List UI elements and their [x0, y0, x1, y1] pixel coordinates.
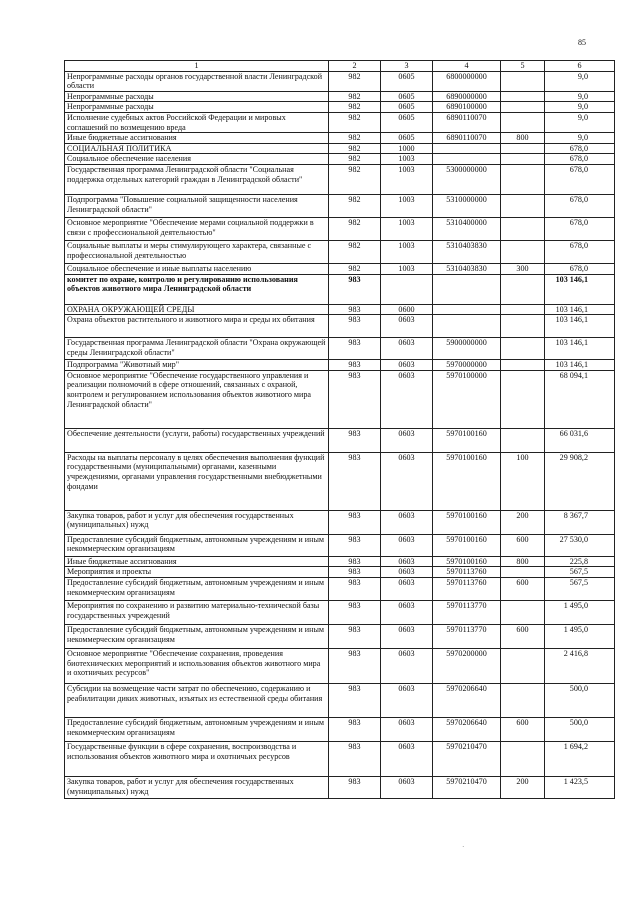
row-target-article-cell: 5970113760 [433, 577, 501, 600]
row-section-code-cell: 1003 [381, 164, 433, 194]
row-amount-cell: 678,0 [545, 263, 615, 274]
table-row [65, 274, 615, 304]
table-row [65, 263, 615, 274]
row-section-code-cell: 0603 [381, 624, 433, 648]
row-amount-cell: 103 146,1 [545, 315, 615, 338]
table-row [65, 510, 615, 534]
row-target-article-cell: 5900000000 [433, 338, 501, 360]
row-target-article-cell: 5970100160 [433, 452, 501, 510]
row-admin-code-cell: 983 [329, 717, 381, 741]
row-expense-type-cell: 800 [501, 556, 545, 567]
budget-table [64, 60, 615, 799]
row-name-cell: Иные бюджетные ассигнования [65, 133, 329, 144]
row-expense-type-cell [501, 648, 545, 683]
row-admin-code-cell: 983 [329, 360, 381, 371]
row-name-cell: Закупка товаров, работ и услуг для обеспечения государственных (муниципальных) нужд [65, 776, 329, 798]
row-section-code-cell: 0603 [381, 577, 433, 600]
row-admin-code-cell: 982 [329, 154, 381, 165]
row-expense-type-cell [501, 143, 545, 154]
row-admin-code-cell: 983 [329, 304, 381, 315]
row-amount-cell: 29 908,2 [545, 452, 615, 510]
header-cell: 6 [545, 61, 615, 72]
row-target-article-cell: 6800000000 [433, 71, 501, 91]
row-amount-cell: 678,0 [545, 240, 615, 263]
row-admin-code-cell: 983 [329, 370, 381, 428]
row-admin-code-cell: 982 [329, 91, 381, 102]
row-admin-code-cell: 983 [329, 567, 381, 578]
table-row [65, 143, 615, 154]
row-amount-cell: 1 423,5 [545, 776, 615, 798]
table-row [65, 577, 615, 600]
row-name-cell: Обеспечение деятельности (услуги, работы) государственных учреждений [65, 428, 329, 452]
row-section-code-cell: 1003 [381, 263, 433, 274]
row-name-cell: Государственные функции в сфере сохранения, воспроизводства и использования объектов животного мира и охотничьих ресурсов [65, 741, 329, 776]
row-amount-cell: 678,0 [545, 154, 615, 165]
row-amount-cell: 678,0 [545, 143, 615, 154]
row-section-code-cell: 0603 [381, 776, 433, 798]
row-name-cell: Закупка товаров, работ и услуг для обеспечения государственных (муниципальных) нужд [65, 510, 329, 534]
row-amount-cell: 103 146,1 [545, 338, 615, 360]
row-amount-cell: 678,0 [545, 194, 615, 217]
row-expense-type-cell [501, 194, 545, 217]
row-name-cell: Предоставление субсидий бюджетным, автономным учреждениям и иным некоммерческим организациям [65, 534, 329, 556]
row-target-article-cell: 5970100160 [433, 556, 501, 567]
table-row [65, 71, 615, 91]
row-name-cell: Основное мероприятие "Обеспечение мерами социальной поддержки в связи с профессиональной деятельностью" [65, 217, 329, 240]
row-section-code-cell: 0605 [381, 102, 433, 113]
row-expense-type-cell [501, 428, 545, 452]
row-target-article-cell: 5970113770 [433, 600, 501, 624]
table-row [65, 683, 615, 717]
row-section-code-cell: 0603 [381, 683, 433, 717]
row-amount-cell: 68 094,1 [545, 370, 615, 428]
row-name-cell: Государственная программа Ленинградской области "Социальная поддержка отдельных категорий граждан в Ленинградской области" [65, 164, 329, 194]
row-amount-cell: 9,0 [545, 71, 615, 91]
row-admin-code-cell: 982 [329, 263, 381, 274]
row-admin-code-cell: 982 [329, 71, 381, 91]
row-name-cell: Основное мероприятие "Обеспечение государственного управления и реализации полномочий в сфере отношений, связанных с охраной, контролем и регулированием использования объектов животного мира Ленинградской области" [65, 370, 329, 428]
header-cell: 3 [381, 61, 433, 72]
row-amount-cell: 9,0 [545, 133, 615, 144]
row-expense-type-cell: 100 [501, 452, 545, 510]
row-amount-cell: 678,0 [545, 164, 615, 194]
row-section-code-cell: 1003 [381, 217, 433, 240]
row-amount-cell: 103 146,1 [545, 304, 615, 315]
row-expense-type-cell [501, 304, 545, 315]
table-row [65, 102, 615, 113]
row-admin-code-cell: 983 [329, 338, 381, 360]
header-cell: 2 [329, 61, 381, 72]
row-amount-cell: 66 031,6 [545, 428, 615, 452]
row-section-code-cell: 0603 [381, 741, 433, 776]
row-expense-type-cell [501, 71, 545, 91]
row-admin-code-cell: 983 [329, 534, 381, 556]
row-target-article-cell: 5970100160 [433, 428, 501, 452]
row-name-cell: ОХРАНА ОКРУЖАЮЩЕЙ СРЕДЫ [65, 304, 329, 315]
row-name-cell: Социальное обеспечение и иные выплаты населению [65, 263, 329, 274]
row-name-cell: Охрана объектов растительного и животного мира и среды их обитания [65, 315, 329, 338]
row-amount-cell: 225,8 [545, 556, 615, 567]
row-target-article-cell [433, 274, 501, 304]
table-body [65, 61, 615, 799]
row-expense-type-cell: 600 [501, 624, 545, 648]
table-row [65, 600, 615, 624]
row-amount-cell: 2 416,8 [545, 648, 615, 683]
row-target-article-cell: 5310400000 [433, 217, 501, 240]
row-section-code-cell: 0603 [381, 360, 433, 371]
table-row [65, 534, 615, 556]
row-target-article-cell: 5970206640 [433, 683, 501, 717]
table-row [65, 91, 615, 102]
row-expense-type-cell [501, 600, 545, 624]
row-section-code-cell: 0603 [381, 510, 433, 534]
row-name-cell: Основное мероприятие "Обеспечение сохранения, проведения биотехнических мероприятий и использования объектов животного мира и охотничьих ресурсов" [65, 648, 329, 683]
table-row [65, 154, 615, 165]
row-target-article-cell: 5300000000 [433, 164, 501, 194]
header-cell: 1 [65, 61, 329, 72]
row-target-article-cell [433, 315, 501, 338]
row-expense-type-cell [501, 217, 545, 240]
row-name-cell: Социальное обеспечение населения [65, 154, 329, 165]
row-name-cell: Мероприятия и проекты [65, 567, 329, 578]
row-amount-cell: 9,0 [545, 91, 615, 102]
row-name-cell: Предоставление субсидий бюджетным, автономным учреждениям и иным некоммерческим организациям [65, 624, 329, 648]
row-name-cell: Подпрограмма "Повышение социальной защищенности населения Ленинградской области" [65, 194, 329, 217]
row-admin-code-cell: 982 [329, 112, 381, 132]
row-amount-cell: 567,5 [545, 567, 615, 578]
table-row [65, 164, 615, 194]
row-amount-cell: 103 146,1 [545, 360, 615, 371]
table-row [65, 360, 615, 371]
row-expense-type-cell [501, 112, 545, 132]
row-expense-type-cell [501, 102, 545, 113]
row-name-cell: Субсидии на возмещение части затрат по обеспечению, содержанию и реабилитации диких животных, изъятых из естественной среды обитания [65, 683, 329, 717]
row-target-article-cell: 6890000000 [433, 91, 501, 102]
table-row [65, 717, 615, 741]
row-expense-type-cell: 200 [501, 510, 545, 534]
row-target-article-cell: 5970210470 [433, 741, 501, 776]
header-cell: 4 [433, 61, 501, 72]
row-admin-code-cell: 982 [329, 194, 381, 217]
header-cell: 5 [501, 61, 545, 72]
scan-mark: ˙ [462, 845, 465, 853]
row-target-article-cell: 5970100000 [433, 370, 501, 428]
row-amount-cell: 678,0 [545, 217, 615, 240]
row-expense-type-cell: 800 [501, 133, 545, 144]
row-name-cell: Предоставление субсидий бюджетным, автономным учреждениям и иным некоммерческим организациям [65, 717, 329, 741]
row-section-code-cell: 0605 [381, 71, 433, 91]
row-section-code-cell: 0603 [381, 370, 433, 428]
page-number: 85 [578, 38, 586, 47]
row-name-cell: Мероприятия по сохранению и развитию материально-технической базы государственных учреждений [65, 600, 329, 624]
table-row [65, 133, 615, 144]
row-admin-code-cell: 982 [329, 217, 381, 240]
row-section-code-cell [381, 274, 433, 304]
row-admin-code-cell: 982 [329, 143, 381, 154]
row-name-cell: Расходы на выплаты персоналу в целях обеспечения выполнения функций государственными (муниципальными) органами, казенными учреждениями, органами управления государственными внебюджетными фондами [65, 452, 329, 510]
table-row [65, 217, 615, 240]
row-admin-code-cell: 983 [329, 624, 381, 648]
table-row [65, 776, 615, 798]
row-name-cell: Непрограммные расходы [65, 91, 329, 102]
row-expense-type-cell: 600 [501, 717, 545, 741]
row-amount-cell: 1 694,2 [545, 741, 615, 776]
row-section-code-cell: 0603 [381, 556, 433, 567]
row-section-code-cell: 0603 [381, 600, 433, 624]
row-admin-code-cell: 983 [329, 600, 381, 624]
row-target-article-cell: 5970000000 [433, 360, 501, 371]
row-amount-cell: 27 530,0 [545, 534, 615, 556]
row-amount-cell: 1 495,0 [545, 600, 615, 624]
row-target-article-cell: 5310403830 [433, 240, 501, 263]
row-target-article-cell: 6890110070 [433, 112, 501, 132]
row-section-code-cell: 1000 [381, 143, 433, 154]
row-target-article-cell: 5310403830 [433, 263, 501, 274]
row-section-code-cell: 0603 [381, 717, 433, 741]
row-target-article-cell: 5970206640 [433, 717, 501, 741]
row-target-article-cell: 5970200000 [433, 648, 501, 683]
row-target-article-cell: 5970100160 [433, 534, 501, 556]
table-row [65, 648, 615, 683]
row-admin-code-cell: 983 [329, 510, 381, 534]
row-expense-type-cell [501, 274, 545, 304]
table-row [65, 315, 615, 338]
row-section-code-cell: 0600 [381, 304, 433, 315]
row-amount-cell: 1 495,0 [545, 624, 615, 648]
table-row [65, 452, 615, 510]
table-row [65, 112, 615, 132]
row-expense-type-cell: 600 [501, 534, 545, 556]
row-amount-cell: 567,5 [545, 577, 615, 600]
row-admin-code-cell: 982 [329, 133, 381, 144]
row-expense-type-cell [501, 360, 545, 371]
row-expense-type-cell: 200 [501, 776, 545, 798]
row-name-cell: Социальные выплаты и меры стимулирующего характера, связанные с профессиональной деятельностью [65, 240, 329, 263]
row-target-article-cell: 6890100000 [433, 102, 501, 113]
table-header-row [65, 61, 615, 72]
row-expense-type-cell: 300 [501, 263, 545, 274]
row-amount-cell: 9,0 [545, 112, 615, 132]
row-section-code-cell: 0603 [381, 648, 433, 683]
row-amount-cell: 9,0 [545, 102, 615, 113]
table-row [65, 240, 615, 263]
table-row [65, 428, 615, 452]
row-admin-code-cell: 983 [329, 648, 381, 683]
row-name-cell: Непрограммные расходы органов государственной власти Ленинградской области [65, 71, 329, 91]
row-amount-cell: 500,0 [545, 683, 615, 717]
row-amount-cell: 8 367,7 [545, 510, 615, 534]
row-target-article-cell [433, 143, 501, 154]
row-section-code-cell: 0603 [381, 338, 433, 360]
row-admin-code-cell: 982 [329, 240, 381, 263]
row-section-code-cell: 0603 [381, 315, 433, 338]
row-section-code-cell: 0603 [381, 534, 433, 556]
table-row [65, 304, 615, 315]
table-row [65, 370, 615, 428]
row-name-cell: Непрограммные расходы [65, 102, 329, 113]
row-expense-type-cell [501, 338, 545, 360]
row-admin-code-cell: 983 [329, 315, 381, 338]
row-target-article-cell: 5970113760 [433, 567, 501, 578]
row-section-code-cell: 0605 [381, 133, 433, 144]
row-admin-code-cell: 983 [329, 741, 381, 776]
table-row [65, 338, 615, 360]
row-target-article-cell [433, 154, 501, 165]
row-amount-cell: 103 146,1 [545, 274, 615, 304]
row-section-code-cell: 0605 [381, 91, 433, 102]
row-name-cell: Иные бюджетные ассигнования [65, 556, 329, 567]
row-name-cell: комитет по охране, контролю и регулированию использования объектов животного мира Ленинградской области [65, 274, 329, 304]
row-section-code-cell: 1003 [381, 154, 433, 165]
table-row [65, 556, 615, 567]
row-expense-type-cell [501, 741, 545, 776]
table-row [65, 567, 615, 578]
row-admin-code-cell: 983 [329, 683, 381, 717]
row-expense-type-cell [501, 567, 545, 578]
row-section-code-cell: 0605 [381, 112, 433, 132]
row-admin-code-cell: 983 [329, 577, 381, 600]
row-admin-code-cell: 983 [329, 452, 381, 510]
row-admin-code-cell: 983 [329, 428, 381, 452]
row-expense-type-cell [501, 315, 545, 338]
row-target-article-cell: 6890110070 [433, 133, 501, 144]
row-target-article-cell [433, 304, 501, 315]
row-admin-code-cell: 982 [329, 164, 381, 194]
row-expense-type-cell [501, 154, 545, 165]
row-expense-type-cell [501, 164, 545, 194]
row-expense-type-cell: 600 [501, 577, 545, 600]
row-target-article-cell: 5310000000 [433, 194, 501, 217]
table-row [65, 741, 615, 776]
row-target-article-cell: 5970210470 [433, 776, 501, 798]
row-name-cell: Предоставление субсидий бюджетным, автономным учреждениям и иным некоммерческим организациям [65, 577, 329, 600]
row-admin-code-cell: 983 [329, 556, 381, 567]
row-target-article-cell: 5970100160 [433, 510, 501, 534]
table-row [65, 194, 615, 217]
row-name-cell: Исполнение судебных актов Российской Федерации и мировых соглашений по возмещению вреда [65, 112, 329, 132]
row-admin-code-cell: 983 [329, 274, 381, 304]
row-amount-cell: 500,0 [545, 717, 615, 741]
row-name-cell: СОЦИАЛЬНАЯ ПОЛИТИКА [65, 143, 329, 154]
row-section-code-cell: 1003 [381, 240, 433, 263]
table-row [65, 624, 615, 648]
row-name-cell: Подпрограмма "Животный мир" [65, 360, 329, 371]
row-section-code-cell: 0603 [381, 428, 433, 452]
row-name-cell: Государственная программа Ленинградской области "Охрана окружающей среды Ленинградской области" [65, 338, 329, 360]
row-section-code-cell: 0603 [381, 452, 433, 510]
row-expense-type-cell [501, 683, 545, 717]
row-section-code-cell: 0603 [381, 567, 433, 578]
row-target-article-cell: 5970113770 [433, 624, 501, 648]
row-section-code-cell: 1003 [381, 194, 433, 217]
row-expense-type-cell [501, 370, 545, 428]
row-admin-code-cell: 982 [329, 102, 381, 113]
row-expense-type-cell [501, 91, 545, 102]
row-admin-code-cell: 983 [329, 776, 381, 798]
row-expense-type-cell [501, 240, 545, 263]
